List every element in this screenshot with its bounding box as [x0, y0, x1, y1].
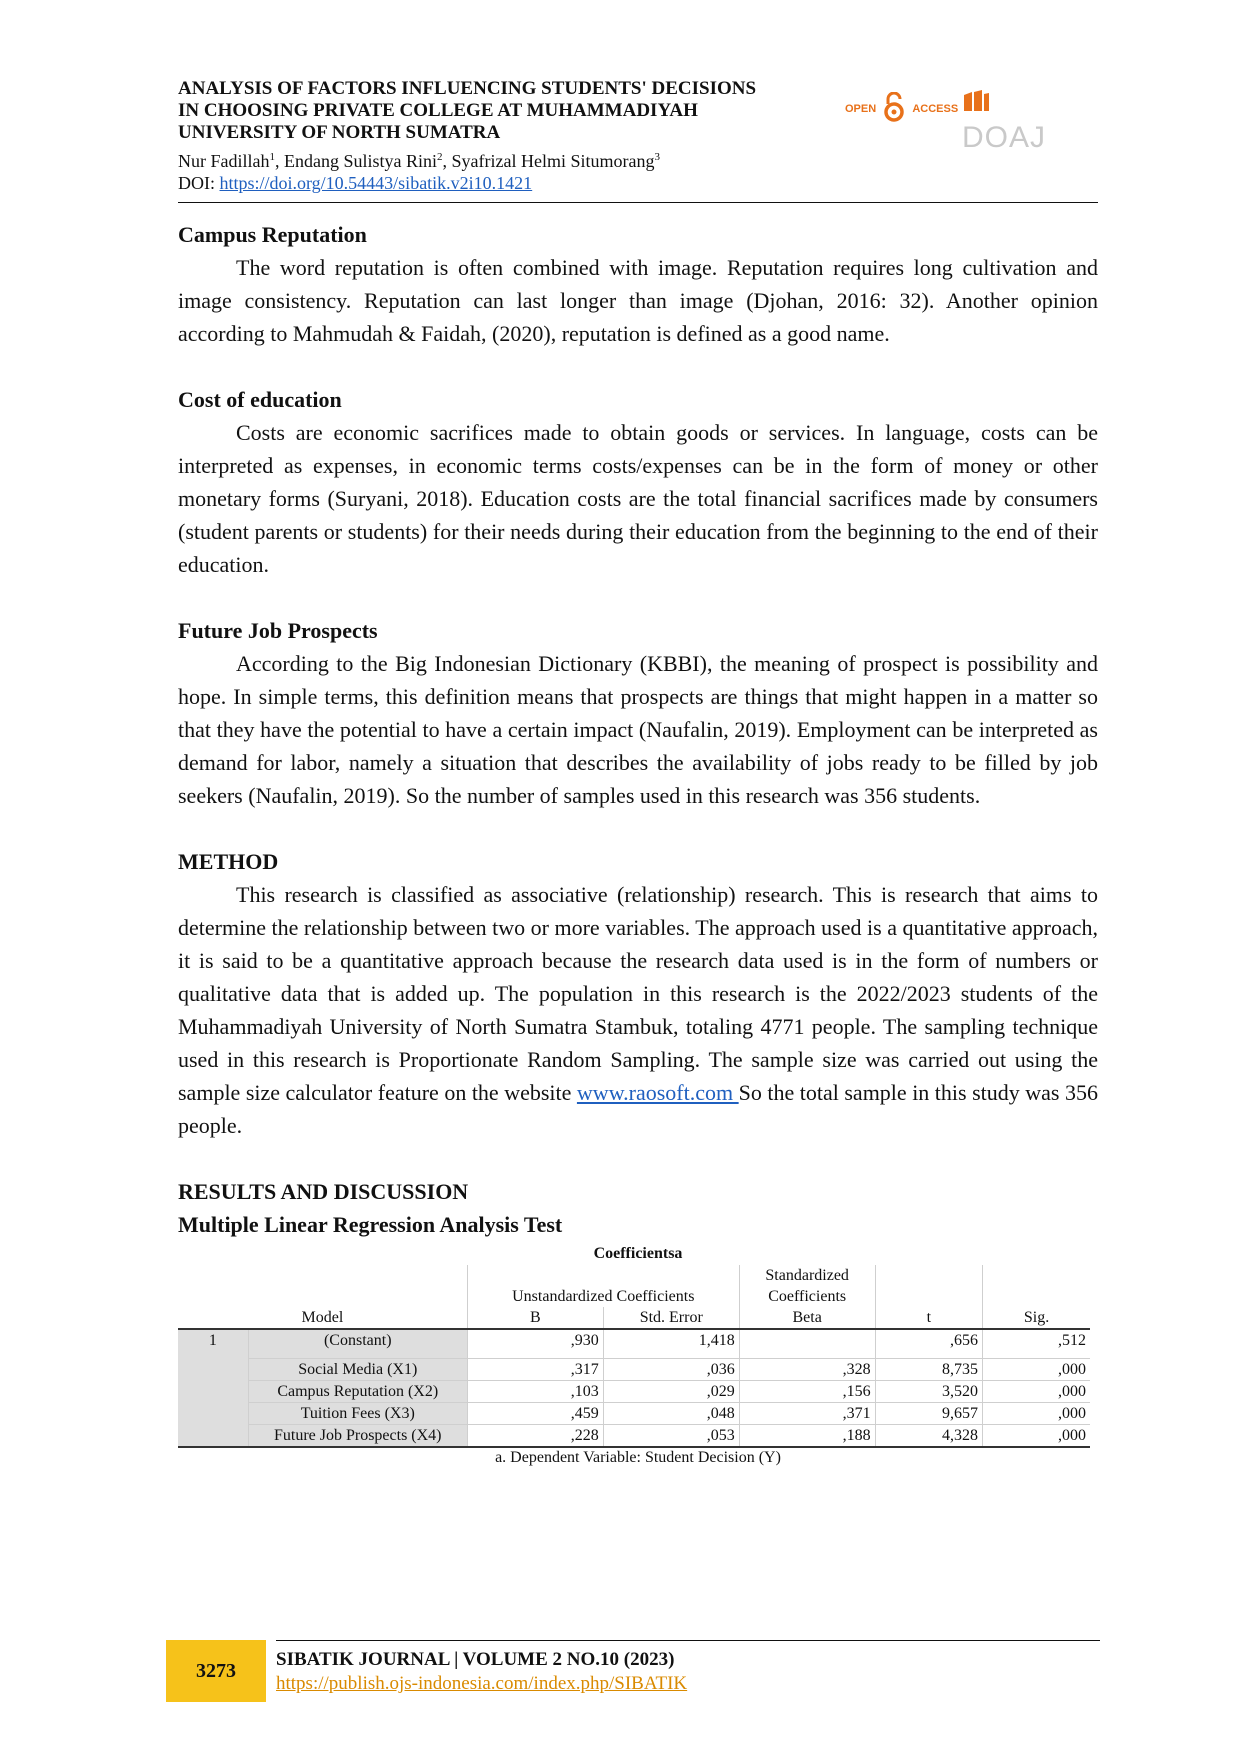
standardized-header-line: Coefficients: [768, 1288, 847, 1305]
section-paragraph: Costs are economic sacrifices made to obtain goods or services. In language, costs can be interpreted as expenses, in economic terms costs/expenses can be in the form of money or other monetary forms (Suryani, 2018). Education costs are the total financial sacrifices made by consumers (student parents or students) for their needs during their education from the beginning to the end of their education.: [178, 420, 1098, 577]
cell-t: 9,657: [875, 1402, 982, 1424]
beta-header: Beta: [739, 1307, 875, 1329]
cell-b: ,930: [467, 1329, 603, 1351]
open-access-right-text: ACCESS: [912, 102, 959, 115]
cell-sig: ,000: [983, 1380, 1090, 1402]
doi-label: DOI:: [178, 173, 220, 193]
table-footnote: a. Dependent Variable: Student Decision (Y): [495, 1448, 781, 1466]
table-row: [178, 1402, 1090, 1424]
table-row: [178, 1380, 1090, 1402]
open-access-logo: [845, 92, 958, 125]
method-text: This research is classified as associative (relationship) research. This is research that aims to determine the relationship between two or more variables. The approach used is a quantitative approach, it is said to be a quantitative approach because the research data used is in the form of numbers or qualitative data that is added up. The population in this research is the 2022/2023 students of the Muhammadiyah University of North Sumatra Stambuk, totaling 4771 people. The sampling technique used in this research is Proportionate Random Sampling. The sample size was carried out using the sample size calculator feature on the website: [178, 882, 1098, 1105]
raosoft-link[interactable]: www.raosoft.com: [576, 1080, 739, 1105]
row-label: Tuition Fees (X3): [248, 1402, 467, 1424]
doaj-text: DOAJ: [962, 121, 1047, 155]
table-title: Coefficientsa: [593, 1245, 683, 1262]
page-body: [178, 218, 1098, 1468]
std-error-header: Std. Error: [603, 1307, 739, 1329]
header-logos: [845, 84, 1075, 155]
doi-line: [178, 172, 1098, 194]
author-name: Syafrizal Helmi Situmorang: [451, 151, 655, 171]
cell-sig: ,512: [983, 1329, 1090, 1351]
results-heading: RESULTS AND DISCUSSION: [178, 1179, 469, 1204]
row-label: Social Media (X1): [248, 1358, 467, 1380]
cell-t: ,656: [875, 1329, 982, 1351]
section-heading: Campus Reputation: [178, 222, 367, 247]
method-text-end: So the total sample in this study was 356 people.: [178, 1080, 1098, 1138]
unstandardized-header: Unstandardized Coefficients: [467, 1265, 739, 1307]
footer-divider: [276, 1640, 1100, 1641]
method-paragraph: [178, 878, 1098, 1142]
doaj-mark-icon: [962, 87, 990, 121]
cell-b: ,103: [467, 1380, 603, 1402]
page-number: 3273: [166, 1640, 266, 1702]
row-label: Campus Reputation (X2): [248, 1380, 467, 1402]
sig-header: Sig.: [1023, 1309, 1050, 1326]
author-affiliation: 3: [654, 151, 660, 163]
b-header: B: [467, 1307, 603, 1329]
table-row: [178, 1424, 1090, 1447]
doaj-logo: [962, 86, 1075, 155]
title-line: ANALYSIS OF FACTORS INFLUENCING STUDENTS' DECISIONS: [178, 78, 757, 99]
author-name: Endang Sulistya Rini: [284, 151, 437, 171]
section-heading: Future Job Prospects: [178, 618, 378, 643]
cell-b: ,317: [467, 1358, 603, 1380]
doi-link[interactable]: https://doi.org/10.54443/sibatik.v2i10.1421: [219, 173, 533, 193]
cell-std-error: 1,418: [603, 1329, 739, 1351]
cell-t: 3,520: [875, 1380, 982, 1402]
standardized-header-line: Standardized: [765, 1267, 849, 1284]
open-lock-icon: [883, 92, 905, 125]
cell-std-error: ,053: [603, 1424, 739, 1447]
cell-beta: ,371: [739, 1402, 875, 1424]
cell-std-error: ,029: [603, 1380, 739, 1402]
section-heading: Cost of education: [178, 387, 342, 412]
coefficients-table: [178, 1265, 1090, 1448]
journal-name: SIBATIK JOURNAL | VOLUME 2 NO.10 (2023): [276, 1649, 675, 1670]
cell-std-error: ,036: [603, 1358, 739, 1380]
cell-b: ,459: [467, 1402, 603, 1424]
section-paragraph: According to the Big Indonesian Dictionary (KBBI), the meaning of prospect is possibility and hope. In simple terms, this definition means that prospects are things that might happen in a matter so that they have the potential to have a certain impact (Naufalin, 2019). Employment can be interpreted as demand for labor, namely a situation that describes the availability of jobs ready to be filled by job seekers (Naufalin, 2019). So the number of samples used in this research was 356 students.: [178, 651, 1098, 808]
cell-sig: ,000: [983, 1358, 1090, 1380]
section-paragraph: The word reputation is often combined with image. Reputation requires long cultivation and image consistency. Reputation can last longer than image (Djohan, 2016: 32). Another opinion according to Mahmudah & Faidah, (2020), reputation is defined as a good name.: [178, 255, 1098, 346]
table-row: [178, 1358, 1090, 1380]
title-line: UNIVERSITY OF NORTH SUMATRA: [178, 122, 501, 143]
row-label: Future Job Prospects (X4): [248, 1424, 467, 1447]
model-header: Model: [178, 1265, 467, 1329]
cell-t: 4,328: [875, 1424, 982, 1447]
row-label: (Constant): [248, 1329, 467, 1351]
cell-beta: ,156: [739, 1380, 875, 1402]
author-name: Nur Fadillah: [178, 151, 270, 171]
header-divider: [178, 202, 1098, 203]
results-subheading: Multiple Linear Regression Analysis Test: [178, 1212, 563, 1237]
author-affiliation: 1: [269, 151, 275, 163]
cell-beta: ,328: [739, 1358, 875, 1380]
model-number: 1: [178, 1329, 248, 1424]
cell-sig: ,000: [983, 1424, 1090, 1447]
standardized-header: [739, 1265, 875, 1307]
title-line: IN CHOOSING PRIVATE COLLEGE AT MUHAMMADIYAH: [178, 100, 698, 121]
cell-sig: ,000: [983, 1402, 1090, 1424]
t-header: t: [875, 1265, 982, 1329]
table-row: [178, 1329, 1090, 1351]
cell-t: 8,735: [875, 1358, 982, 1380]
cell-std-error: ,048: [603, 1402, 739, 1424]
page-footer: [166, 1640, 1100, 1702]
cell-b: ,228: [467, 1424, 603, 1447]
open-access-left-text: OPEN: [845, 102, 877, 115]
cell-beta: ,188: [739, 1424, 875, 1447]
author-list: Nur Fadillah$^1$, Endang Sulistya Rini$^2$, Syafrizal Helmi Situmorang$^3$: [178, 151, 660, 171]
author-affiliation: 2: [437, 151, 443, 163]
table-header-row: [178, 1265, 1090, 1307]
cell-beta: [739, 1329, 875, 1351]
journal-url-link[interactable]: https://publish.ojs-indonesia.com/index.php/SIBATIK: [276, 1673, 688, 1694]
method-heading: METHOD: [178, 849, 279, 874]
